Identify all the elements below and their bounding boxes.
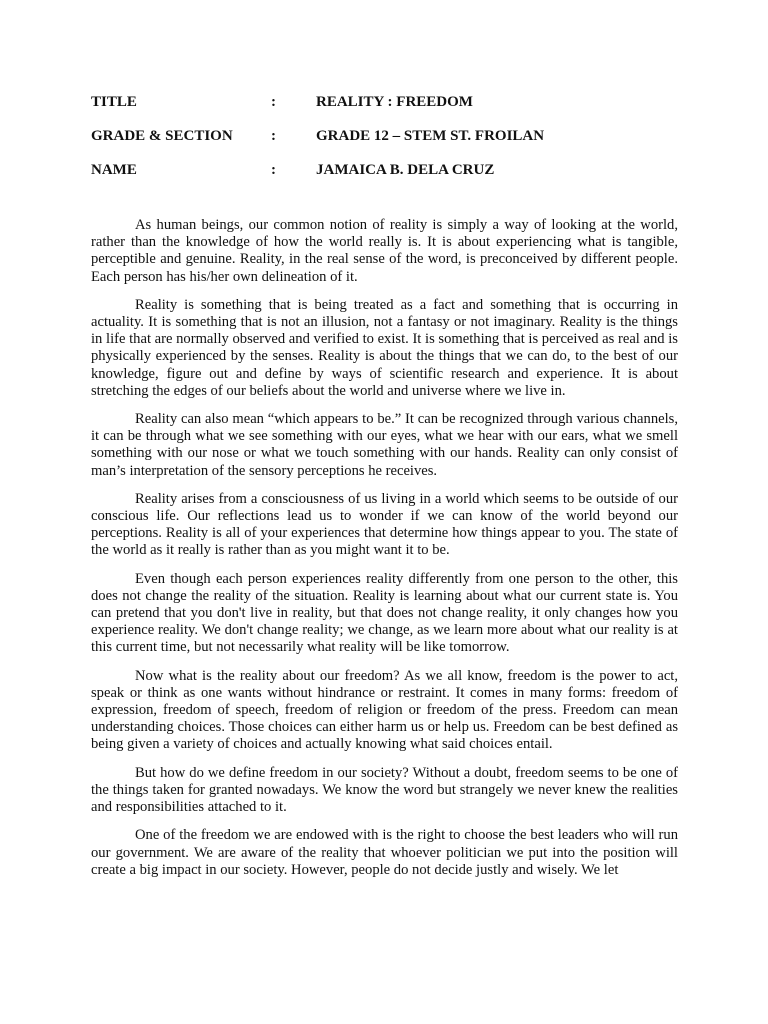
header-value: GRADE 12 – STEM ST. FROILAN: [316, 128, 545, 144]
header-value: REALITY : FREEDOM: [316, 94, 473, 110]
header-value: JAMAICA B. DELA CRUZ: [316, 162, 495, 178]
header-row-title: [91, 93, 691, 127]
paragraph: But how do we define freedom in our society? Without a doubt, freedom seems to be one of the things taken for granted nowadays. We know the word but strangely we never knew the realities and responsibilities attached to it.: [91, 764, 678, 816]
header-label: TITLE: [91, 94, 137, 110]
paragraph: Now what is the reality about our freedom? As we all know, freedom is the power to act, speak or think as one wants without hindrance or restraint. It comes in many forms: freedom of expression, freedom of speech, freedom of religion or freedom of the press. Freedom can mean understanding choices. Those choices can either harm us or help us. Freedom can be best defined as being given a variety of choices and actually knowing what said choices entail.: [91, 667, 678, 753]
paragraph: Reality can also mean “which appears to be.” It can be recognized through various channels, it can be through what we see something with our eyes, what we hear with our ears, what we smell something with our nose or what we touch something with our hands. Reality can only consist of man’s interpretation of the sensory perceptions he receives.: [91, 411, 678, 479]
header-colon: :: [271, 162, 276, 178]
essay-body: [91, 217, 678, 890]
paragraph: Reality is something that is being treated as a fact and something that is occurring in actuality. It is something that is not an illusion, not a fantasy or not imaginary. Reality is the things in life that are normally observed and verified to exist. It is something that is perceived as real and is physically experienced by the senses. Reality is about the things that we can do, to the best of our knowledge, figure out and define by ways of scientific research and experience. It is about stretching the edges of our beliefs about the world and universe where we live in.: [91, 296, 678, 399]
header-row-grade-section: [91, 127, 691, 161]
paragraph: One of the freedom we are endowed with is the right to choose the best leaders who will run our government. We are aware of the reality that whoever politician we put into the position will create a big impact in our society. However, people do not decide justly and wisely. We let: [91, 827, 678, 878]
header-colon: :: [271, 94, 276, 110]
header-label: GRADE & SECTION: [91, 128, 233, 144]
document-header: [91, 93, 691, 195]
header-label: NAME: [91, 162, 137, 178]
paragraph: Reality arises from a consciousness of us living in a world which seems to be outside of our conscious life. Our reflections lead us to wonder if we can know of the world beyond our perceptions. Reality is all of your experiences that determine how things appear to you. The state of the world as it really is rather than as you might want it to be.: [91, 490, 678, 559]
paragraph: As human beings, our common notion of reality is simply a way of looking at the world, rather than the knowledge of how the world really is. It is about experiencing what is tangible, perceptible and genuine. Reality, in the real sense of the word, is preconceived by different people. Each person has his/her own delineation of it.: [91, 217, 678, 285]
header-colon: :: [271, 128, 276, 144]
paragraph: Even though each person experiences reality differently from one person to the other, this does not change the reality of the situation. Reality is learning about what our current state is. You can pretend that you don't live in reality, but that does not change reality, it only changes how you experience reality. We don't change reality; we change, as we learn more about what our reality is at this current time, but not necessarily what reality will be like tomorrow.: [91, 570, 678, 656]
header-row-name: [91, 161, 691, 195]
